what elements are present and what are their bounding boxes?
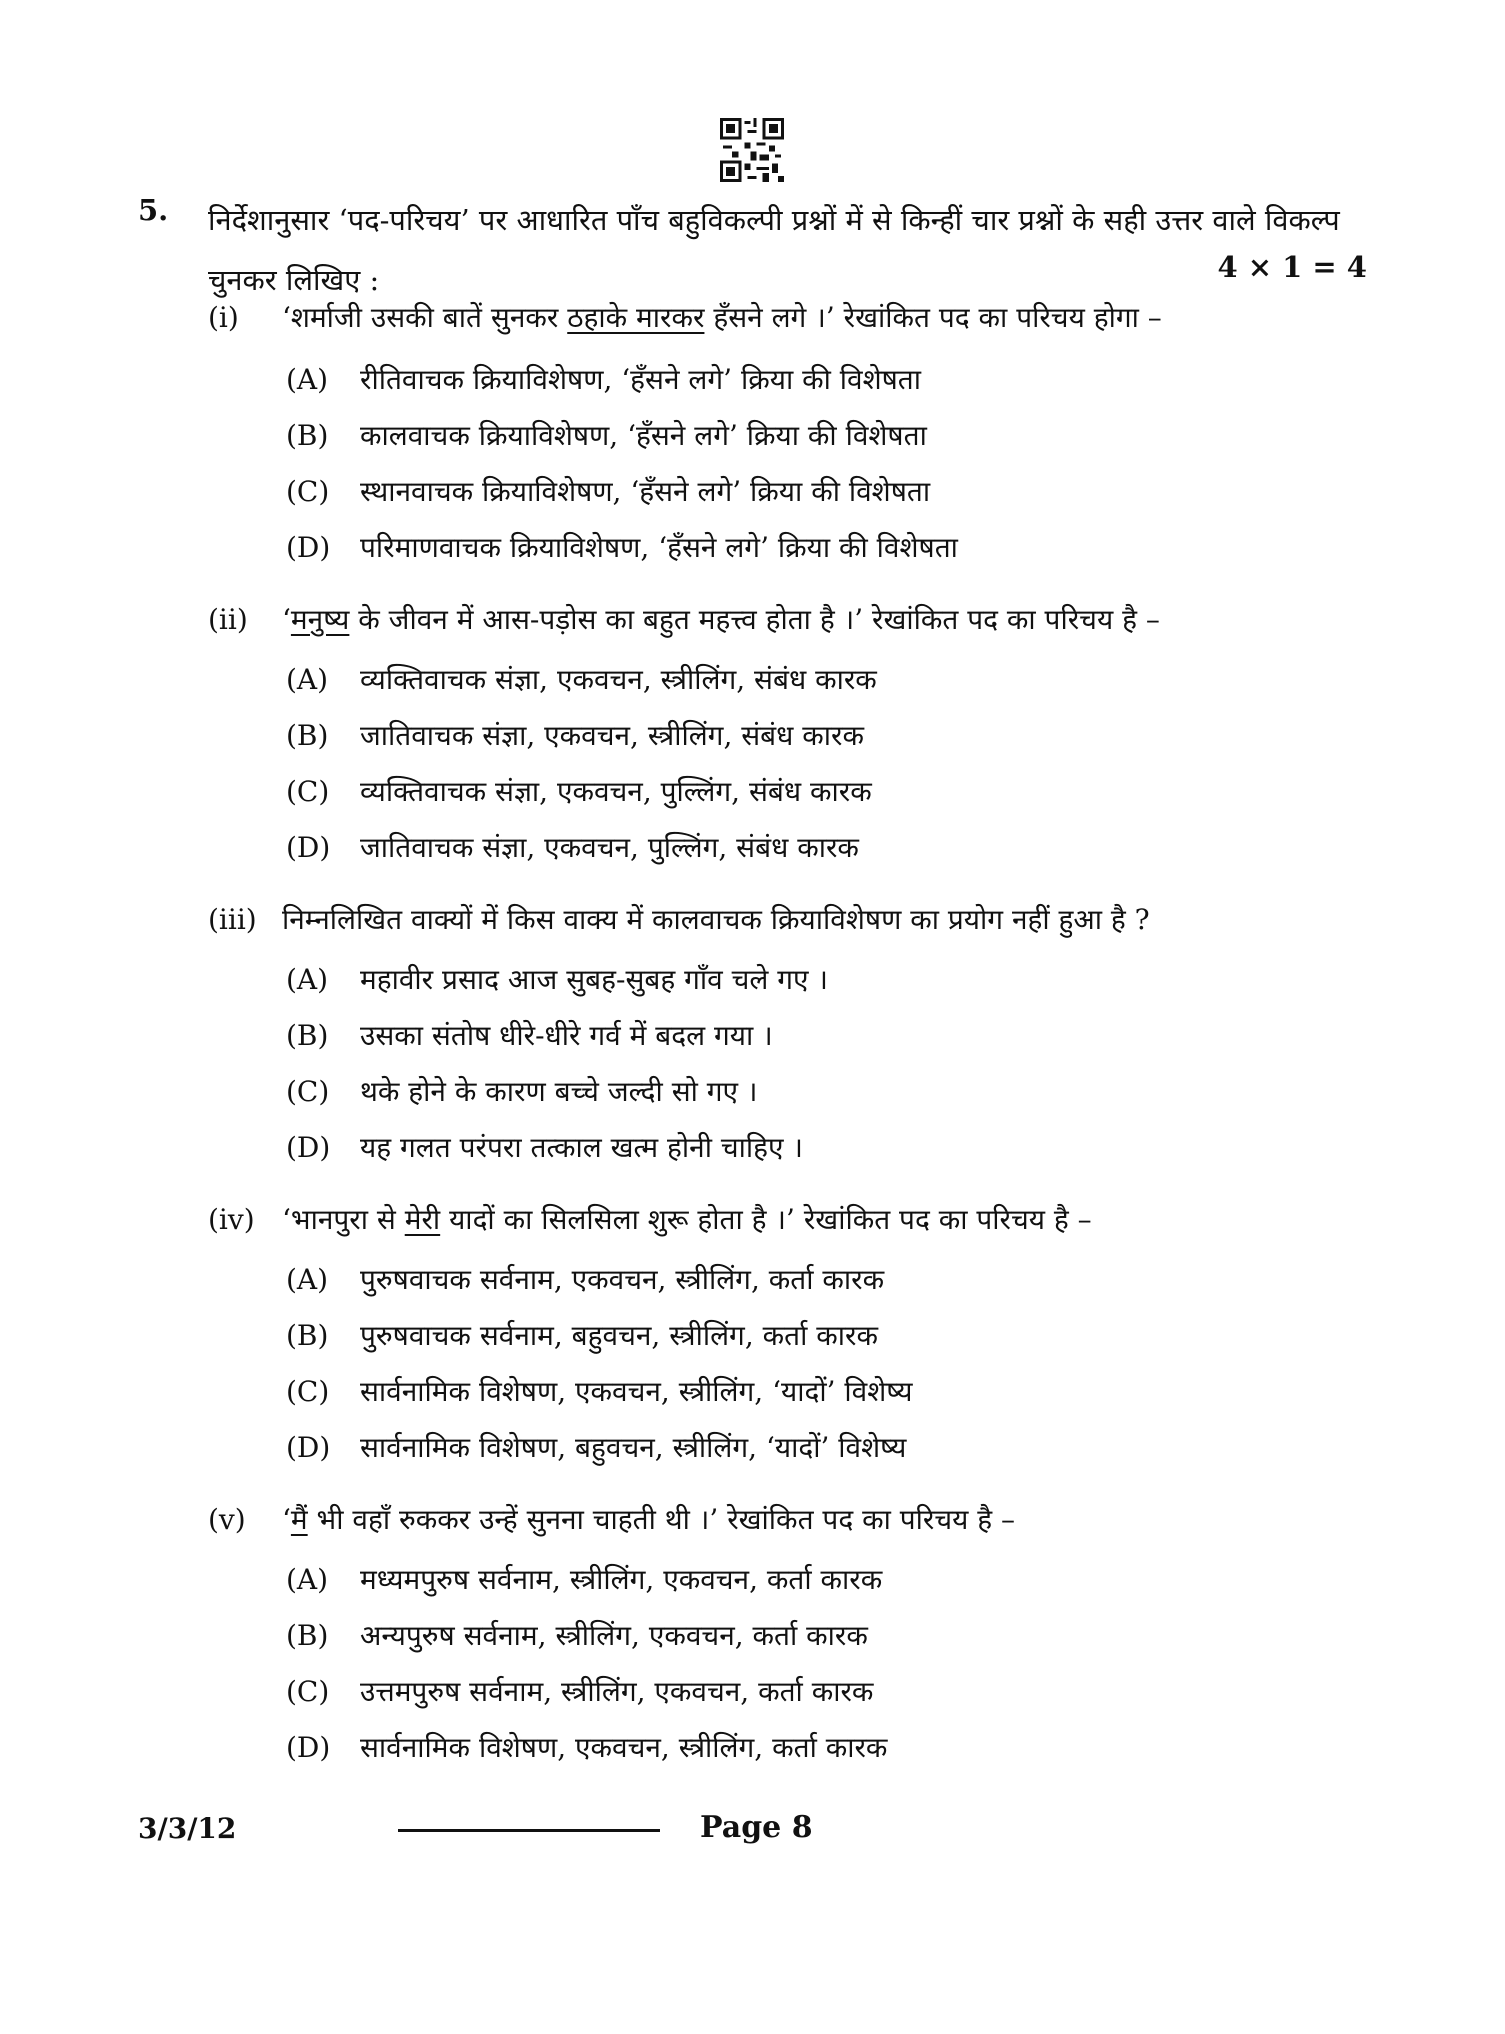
option-iv-a[interactable]: [286, 1260, 884, 1298]
option-letter: (C): [286, 1075, 330, 1108]
option-text: रीतिवाचक क्रियाविशेषण, ‘हँसने लगे’ क्रिया की विशेषता: [360, 363, 922, 396]
subquestion-text: ‘: [282, 603, 291, 636]
option-letter: (D): [286, 1431, 331, 1464]
option-i-d[interactable]: [286, 528, 958, 566]
option-letter: (B): [286, 1019, 329, 1052]
option-iii-d[interactable]: [286, 1128, 803, 1166]
option-letter: (C): [286, 775, 330, 808]
paper-code: 3/3/12: [138, 1812, 237, 1845]
option-ii-d[interactable]: [286, 828, 859, 866]
option-text: महावीर प्रसाद आज सुबह-सुबह गाँव चले गए ।: [360, 963, 829, 996]
option-text: पुरुषवाचक सर्वनाम, बहुवचन, स्त्रीलिंग, कर्ता कारक: [360, 1319, 878, 1352]
subquestion-text: भी वहाँ रुककर उन्हें सुनना चाहती थी ।’ रेखांकित पद का परिचय है –: [307, 1503, 1016, 1536]
option-text: स्थानवाचक क्रियाविशेषण, ‘हँसने लगे’ क्रिया की विशेषता: [360, 475, 931, 508]
option-letter: (A): [286, 963, 329, 996]
subquestion-text: ‘शर्माजी उसकी बातें सुनकर: [282, 301, 568, 334]
subquestion-number: (v): [208, 1503, 246, 1536]
subquestion-text: के जीवन में आस-पड़ोस का बहुत महत्त्व होता है ।’ रेखांकित पद का परिचय है –: [349, 603, 1160, 636]
option-v-b[interactable]: [286, 1616, 868, 1654]
underlined-word: मैं: [290, 1503, 308, 1536]
subquestion-iii: [208, 900, 1150, 938]
subquestion-number: (iii): [208, 903, 257, 936]
option-letter: (B): [286, 419, 329, 452]
option-text: मध्यमपुरुष सर्वनाम, स्त्रीलिंग, एकवचन, कर्ता कारक: [360, 1563, 883, 1596]
option-letter: (D): [286, 531, 331, 564]
subquestion-v: [208, 1500, 1015, 1538]
option-iv-d[interactable]: [286, 1428, 906, 1466]
option-text: कालवाचक क्रियाविशेषण, ‘हँसने लगे’ क्रिया की विशेषता: [360, 419, 927, 452]
subquestion-number: (ii): [208, 603, 248, 636]
option-i-b[interactable]: [286, 416, 927, 454]
option-letter: (B): [286, 1619, 329, 1652]
subquestion-iv: [208, 1200, 1092, 1238]
option-iii-a[interactable]: [286, 960, 828, 998]
option-text: अन्यपुरुष सर्वनाम, स्त्रीलिंग, एकवचन, कर्ता कारक: [360, 1619, 868, 1652]
underlined-word: ठहाके मारकर: [567, 301, 705, 334]
subquestion-text: यादों का सिलसिला शुरू होता है ।’ रेखांकित पद का परिचय है –: [440, 1203, 1092, 1236]
option-i-a[interactable]: [286, 360, 921, 398]
underlined-word: मेरी: [404, 1203, 441, 1236]
subquestion-ii: [208, 600, 1160, 638]
option-letter: (A): [286, 1263, 329, 1296]
option-letter: (C): [286, 1375, 330, 1408]
option-text: व्यक्तिवाचक संज्ञा, एकवचन, स्त्रीलिंग, संबंध कारक: [360, 663, 877, 696]
subquestion-number: (i): [208, 301, 239, 334]
option-text: यह गलत परंपरा तत्काल खत्म होनी चाहिए ।: [360, 1131, 804, 1164]
option-letter: (D): [286, 1731, 331, 1764]
question-instruction: निर्देशानुसार ‘पद-परिचय’ पर आधारित पाँच बहुविकल्पी प्रश्नों में से किन्हीं चार प्रश्नों के सही उत्तर वाले विकल्प चुनकर लिखिए :: [208, 203, 1340, 297]
option-text: उसका संतोष धीरे-धीरे गर्व में बदल गया ।: [360, 1019, 773, 1052]
option-v-c[interactable]: [286, 1672, 873, 1710]
option-letter: (A): [286, 363, 329, 396]
option-iv-b[interactable]: [286, 1316, 878, 1354]
option-text: उत्तमपुरुष सर्वनाम, स्त्रीलिंग, एकवचन, कर्ता कारक: [360, 1675, 874, 1708]
option-i-c[interactable]: [286, 472, 930, 510]
option-ii-b[interactable]: [286, 716, 864, 754]
question-marks: 4 × 1 = 4: [1217, 250, 1367, 284]
option-ii-a[interactable]: [286, 660, 877, 698]
option-text: थके होने के कारण बच्चे जल्दी सो गए ।: [360, 1075, 758, 1108]
option-letter: (C): [286, 475, 330, 508]
option-v-a[interactable]: [286, 1560, 882, 1598]
option-iv-c[interactable]: [286, 1372, 912, 1410]
option-text: व्यक्तिवाचक संज्ञा, एकवचन, पुल्लिंग, संबंध कारक: [360, 775, 872, 808]
option-text: जातिवाचक संज्ञा, एकवचन, पुल्लिंग, संबंध कारक: [360, 831, 859, 864]
option-iii-c[interactable]: [286, 1072, 758, 1110]
option-letter: (C): [286, 1675, 330, 1708]
option-ii-c[interactable]: [286, 772, 872, 810]
subquestion-text: ‘: [282, 1503, 291, 1536]
option-letter: (A): [286, 663, 329, 696]
footer-divider: [398, 1829, 660, 1832]
option-text: सार्वनामिक विशेषण, बहुवचन, स्त्रीलिंग, ‘यादों’ विशेष्य: [360, 1431, 907, 1464]
option-letter: (B): [286, 1319, 329, 1352]
subquestion-number: (iv): [208, 1203, 255, 1236]
option-text: जातिवाचक संज्ञा, एकवचन, स्त्रीलिंग, संबंध कारक: [360, 719, 865, 752]
subquestion-text: निम्नलिखित वाक्यों में किस वाक्य में कालवाचक क्रियाविशेषण का प्रयोग नहीं हुआ है ?: [282, 903, 1150, 936]
option-text: सार्वनामिक विशेषण, एकवचन, स्त्रीलिंग, कर्ता कारक: [360, 1731, 888, 1764]
subquestion-text: हँसने लगे ।’ रेखांकित पद का परिचय होगा –: [704, 301, 1162, 334]
question-number: 5.: [138, 193, 169, 227]
option-text: सार्वनामिक विशेषण, एकवचन, स्त्रीलिंग, ‘यादों’ विशेष्य: [360, 1375, 913, 1408]
option-v-d[interactable]: [286, 1728, 887, 1766]
option-text: परिमाणवाचक क्रियाविशेषण, ‘हँसने लगे’ क्रिया की विशेषता: [360, 531, 958, 564]
subquestion-i: [208, 298, 1162, 336]
underlined-word: मनुष्य: [290, 603, 350, 636]
option-letter: (B): [286, 719, 329, 752]
option-iii-b[interactable]: [286, 1016, 773, 1054]
option-letter: (D): [286, 1131, 331, 1164]
option-text: पुरुषवाचक सर्वनाम, एकवचन, स्त्रीलिंग, कर्ता कारक: [360, 1263, 885, 1296]
page-number: Page 8: [700, 1810, 813, 1845]
option-letter: (A): [286, 1563, 329, 1596]
option-letter: (D): [286, 831, 331, 864]
subquestion-text: ‘भानपुरा से: [282, 1203, 405, 1236]
qr-code: [720, 118, 784, 182]
